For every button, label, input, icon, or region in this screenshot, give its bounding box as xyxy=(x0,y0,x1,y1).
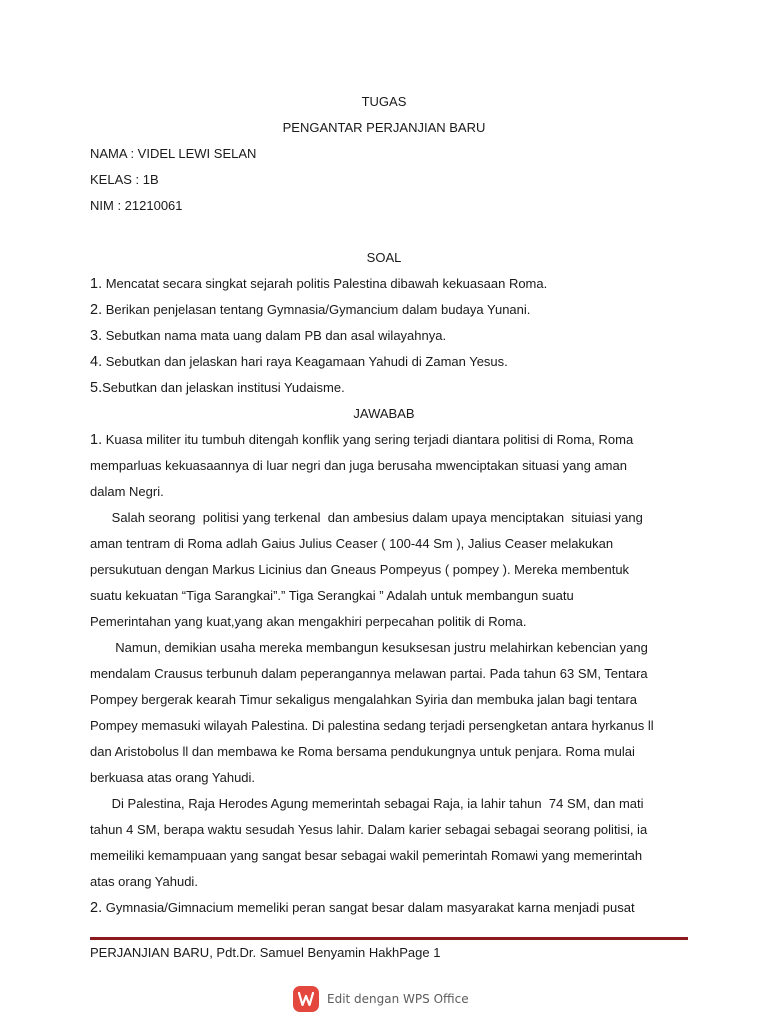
soal-heading: SOAL xyxy=(366,250,402,265)
answer-line: Pemerintahan yang kuat,yang akan mengakhiri perpecahan politik di Roma. xyxy=(90,614,527,629)
student-nim: NIM : 21210061 xyxy=(90,198,183,213)
soal-text: Sebutkan dan jelaskan hari raya Keagamaan Yahudi di Zaman Yesus. xyxy=(102,354,508,369)
soal-number: 1. xyxy=(90,276,103,292)
answer-line: memparluas kekuasaannya di luar negri dan juga berusaha mwenciptakan situasi yang aman xyxy=(90,458,627,473)
soal-number: 2. xyxy=(90,302,103,318)
soal-item xyxy=(90,276,547,292)
soal-number: 5. xyxy=(90,380,103,396)
answer-line: Di Palestina, Raja Herodes Agung memerintah sebagai Raja, ia lahir tahun 74 SM, dan mati xyxy=(90,796,644,811)
answer-line: dalam Negri. xyxy=(90,484,164,499)
answer-line: Namun, demikian usaha mereka membangun kesuksesan justru melahirkan kebencian yang xyxy=(90,640,648,655)
answer-line: Pompey memasuki wilayah Palestina. Di palestina sedang terjadi persengketan antara hyrkanus ll xyxy=(90,718,654,733)
wps-logo-icon xyxy=(293,986,319,1012)
jawaban-heading: JAWABAB xyxy=(353,406,415,421)
answer-line xyxy=(90,900,635,916)
footer-divider xyxy=(90,937,688,940)
answer-line: persukutuan dengan Markus Licinius dan Gneaus Pompeyus ( pompey ). Mereka membentuk xyxy=(90,562,630,577)
answer-line: Pompey bergerak kearah Timur sekaligus mengalahkan Syiria dan membuka jalan bagi tentara xyxy=(90,692,638,707)
answer-line: aman tentram di Roma adlah Gaius Julius Ceaser ( 100-44 Sm ), Jalius Ceaser melakukan xyxy=(90,536,614,551)
answer-number: 2. xyxy=(90,900,103,916)
student-name: NAMA : VIDEL LEWI SELAN xyxy=(90,146,257,161)
answer-text: Kuasa militer itu tumbuh ditengah konflik yang sering terjadi diantara politisi di Roma, Roma xyxy=(102,432,634,447)
wps-edit-label: Edit dengan WPS Office xyxy=(327,992,469,1006)
soal-text: Mencatat secara singkat sejarah politis Palestina dibawah kekuasaan Roma. xyxy=(102,276,548,291)
soal-item xyxy=(90,354,508,370)
answer-line: memeiliki kemampuaan yang sangat besar sebagai wakil pemerintah Romawi yang memerintah xyxy=(90,848,643,863)
answer-text: Gymnasia/Gimnacium memeliki peran sangat besar dalam masyarakat karna menjadi pusat xyxy=(102,900,635,915)
answer-line: dan Aristobolus ll dan membawa ke Roma bersama pendukungnya untuk penjara. Roma mulai xyxy=(90,744,635,759)
soal-number: 3. xyxy=(90,328,103,344)
answer-number: 1. xyxy=(90,432,103,448)
student-class: KELAS : 1B xyxy=(90,172,159,187)
answer-line: mendalam Crausus terbunuh dalam peperangannya melawan partai. Pada tahun 63 SM, Tentara xyxy=(90,666,648,681)
soal-text: Sebutkan nama mata uang dalam PB dan asal wilayahnya. xyxy=(102,328,447,343)
answer-line xyxy=(90,432,633,448)
doc-title: TUGAS xyxy=(361,94,407,109)
soal-item xyxy=(90,380,345,396)
soal-text: Berikan penjelasan tentang Gymnasia/Gymancium dalam budaya Yunani. xyxy=(102,302,531,317)
soal-item xyxy=(90,328,446,344)
wps-w-icon xyxy=(298,992,314,1006)
soal-item xyxy=(90,302,530,318)
soal-text: Sebutkan dan jelaskan institusi Yudaisme. xyxy=(102,380,345,395)
answer-line: Salah seorang politisi yang terkenal dan ambesius dalam upaya menciptakan situiasi yang xyxy=(90,510,643,525)
answer-line: atas orang Yahudi. xyxy=(90,874,198,889)
answer-line: suatu kekuatan “Tiga Sarangkai”.” Tiga Serangkai ” Adalah untuk membangun suatu xyxy=(90,588,574,603)
soal-number: 4. xyxy=(90,354,103,370)
doc-subtitle: PENGANTAR PERJANJIAN BARU xyxy=(282,120,486,135)
page-footer: PERJANJIAN BARU, Pdt.Dr. Samuel Benyamin HakhPage 1 xyxy=(90,945,441,960)
wps-edit-badge[interactable] xyxy=(293,984,473,1014)
answer-line: berkuasa atas orang Yahudi. xyxy=(90,770,256,785)
answer-line: tahun 4 SM, berapa waktu sesudah Yesus lahir. Dalam karier sebagai sebagai seorang politisi, ia xyxy=(90,822,648,837)
